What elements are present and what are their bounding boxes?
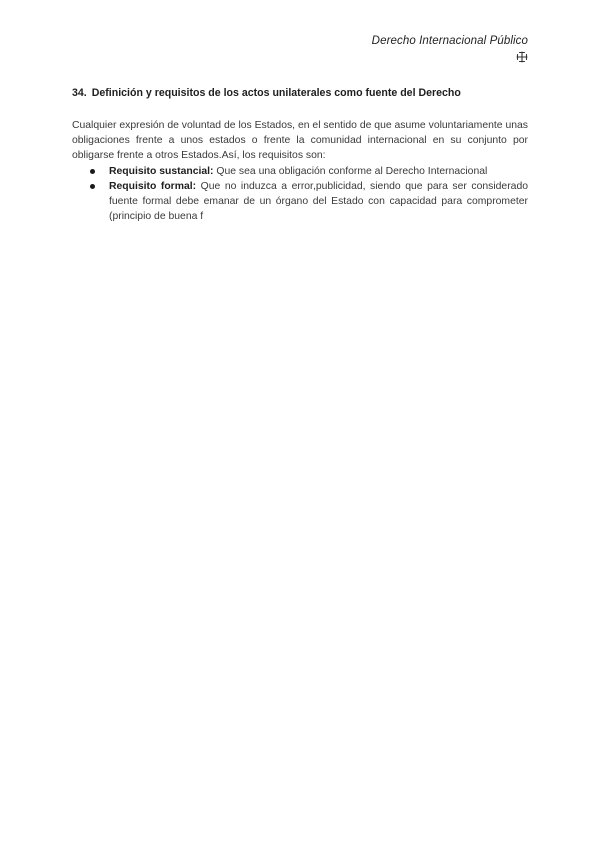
cross-ornament-icon xyxy=(516,51,528,63)
section-heading xyxy=(72,87,532,99)
requirement-text: Que no induzca a error,publicidad, siendo que para ser considerado fuente formal debe emanar de un órgano del Estado con capacidad para comprometer (principio de buena f xyxy=(109,180,528,223)
requirements-list xyxy=(72,164,528,225)
list-item xyxy=(109,164,528,179)
body-paragraph: Cualquier expresión de voluntad de los Estados, en el sentido de que asume voluntariamente unas obligaciones frente a unos estados o frente la comunidad internacional en su conjunto por obligarse frente a otros Estados.Así, los requisitos son: xyxy=(72,120,528,162)
bullet-icon xyxy=(90,169,95,174)
body-text xyxy=(72,118,528,224)
requirement-label: Requisito formal: xyxy=(109,180,197,192)
list-item xyxy=(109,179,528,225)
section-number: 34. xyxy=(72,87,87,99)
requirement-label: Requisito sustancial: xyxy=(109,165,214,177)
running-header xyxy=(372,35,528,63)
requirement-text: Que sea una obligación conforme al Derecho Internacional xyxy=(216,165,488,177)
bullet-icon xyxy=(90,184,95,189)
section-title: Definición y requisitos de los actos unilaterales como fuente del Derecho xyxy=(91,87,461,99)
running-title: Derecho Internacional Público xyxy=(371,35,528,47)
